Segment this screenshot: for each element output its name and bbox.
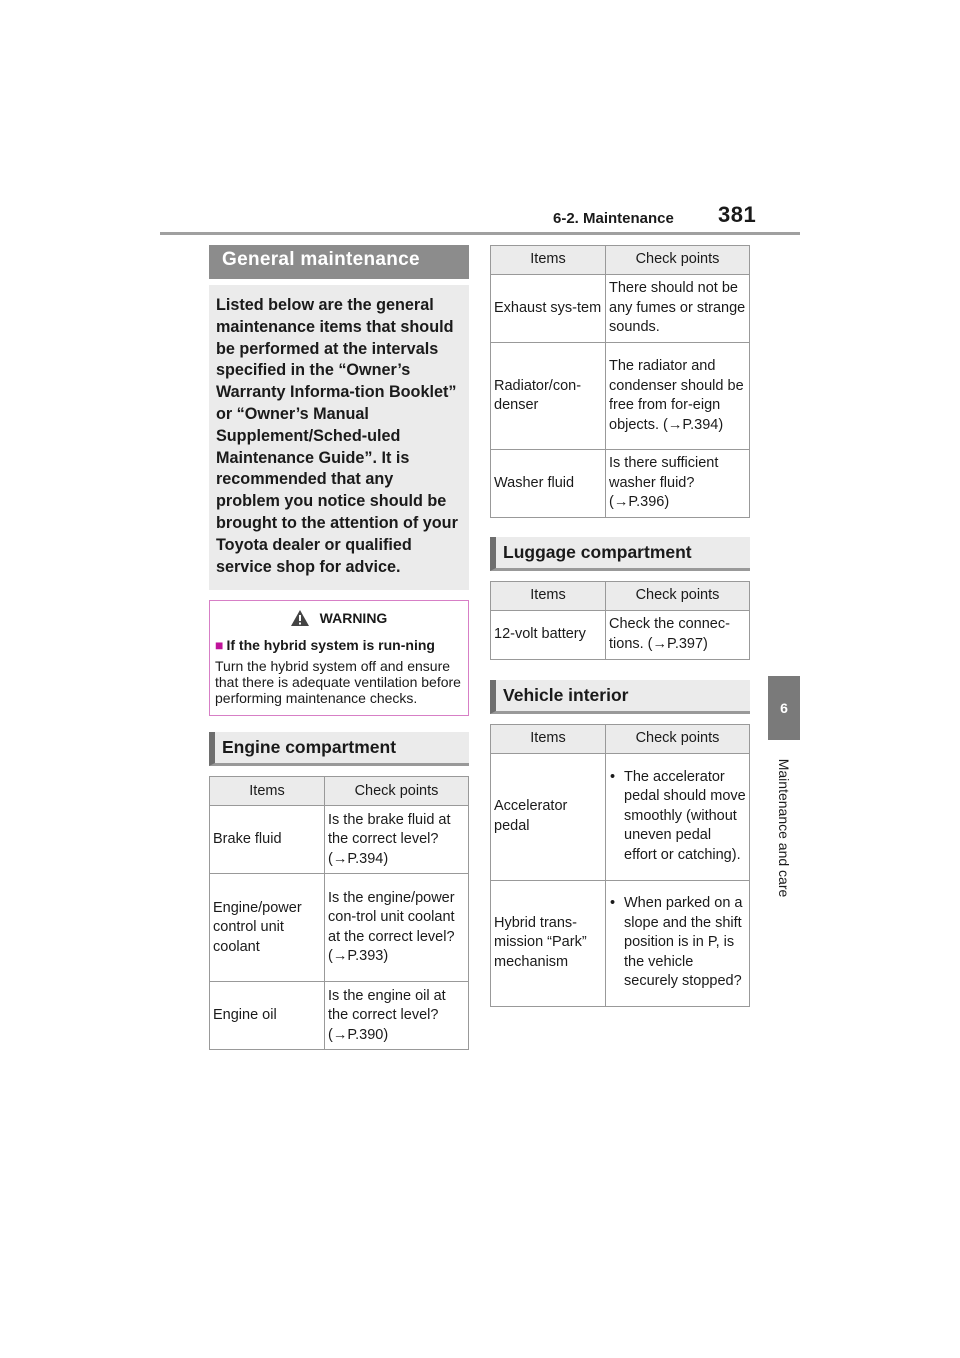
engine-compartment-table <box>209 776 469 1050</box>
check-cell: Is the engine/power con-trol unit coolant at the correct level? (→P.393) <box>325 874 469 982</box>
luggage-compartment-heading: Luggage compartment <box>490 537 750 571</box>
bullet-item: • When parked on a slope and the shift position is in P, is the vehicle securely stopped? <box>609 894 746 992</box>
warning-subheading <box>215 637 462 653</box>
table-header-row <box>210 777 469 806</box>
left-column <box>209 245 469 1050</box>
items-header: Items <box>491 246 606 275</box>
vehicle-interior-heading: Vehicle interior <box>490 680 750 714</box>
item-cell: Engine oil <box>210 982 325 1050</box>
table-row <box>210 982 469 1050</box>
warning-header <box>215 607 462 629</box>
table-header-row <box>491 246 750 275</box>
check-points-header: Check points <box>606 581 750 610</box>
check-cell: Is there sufficient washer fluid? (→P.396) <box>606 450 750 518</box>
warning-triangle-icon <box>290 609 310 627</box>
check-cell <box>606 880 750 1006</box>
general-maintenance-heading: General maintenance <box>209 245 469 279</box>
check-points-header: Check points <box>325 777 469 806</box>
check-cell: The radiator and condenser should be free from for-eign objects. (→P.394) <box>606 343 750 450</box>
check-cell <box>606 753 750 880</box>
check-cell: Check the connec-tions. (→P.397) <box>606 610 750 659</box>
item-cell: Accelerator pedal <box>491 753 606 880</box>
items-header: Items <box>491 724 606 753</box>
vehicle-interior-table <box>490 724 750 1007</box>
table-row <box>491 880 750 1006</box>
items-header: Items <box>491 581 606 610</box>
table-row <box>491 275 750 343</box>
item-cell: Hybrid trans-mission “Park” mechanism <box>491 880 606 1006</box>
item-cell: Exhaust sys-tem <box>491 275 606 343</box>
chapter-tab[interactable]: 6 <box>768 676 800 740</box>
item-cell: Engine/power control unit coolant <box>210 874 325 982</box>
chapter-label: Maintenance and care <box>776 758 792 898</box>
table-row <box>491 343 750 450</box>
page-number: 381 <box>718 202 757 227</box>
luggage-compartment-table <box>490 581 750 660</box>
bullet-item: • The accelerator pedal should move smoothly (without uneven pedal effort or catching). <box>609 768 746 866</box>
table-row <box>491 753 750 880</box>
warning-text: Turn the hybrid system off and ensure that there is adequate ventilation before performing maintenance checks. <box>215 658 461 707</box>
right-column <box>490 245 750 1007</box>
items-header: Items <box>210 777 325 806</box>
item-cell: Radiator/con-denser <box>491 343 606 450</box>
check-cell: There should not be any fumes or strange sounds. <box>606 275 750 343</box>
table-header-row <box>491 724 750 753</box>
check-cell: Is the brake fluid at the correct level? (→P.394) <box>325 806 469 874</box>
check-points-header: Check points <box>606 724 750 753</box>
item-cell: Washer fluid <box>491 450 606 518</box>
general-maintenance-intro: Listed below are the general maintenance items that should be performed at the intervals specified in the “Owner’s Warranty Informa-tion Booklet” or “Owner’s Manual Supplement/Sched-uled Maintenance Guide”. It is recommended that any problem you notice should be brought to the attention of your Toyota dealer or qualified service shop for advice. <box>209 285 469 590</box>
table-row <box>491 450 750 518</box>
check-points-header: Check points <box>606 246 750 275</box>
table-row <box>491 610 750 659</box>
engine-compartment-heading: Engine compartment <box>209 732 469 766</box>
item-cell: 12-volt battery <box>491 610 606 659</box>
section-title: 6-2. Maintenance <box>553 210 674 227</box>
warning-label: WARNING <box>319 610 388 627</box>
table-row <box>210 874 469 982</box>
warning-subheading-text: If the hybrid system is run-ning <box>226 637 435 654</box>
square-bullet-icon: ■ <box>215 637 224 654</box>
item-cell: Brake fluid <box>210 806 325 874</box>
table-header-row <box>491 581 750 610</box>
table-row <box>210 806 469 874</box>
header-rule <box>160 232 800 235</box>
engine-compartment-table-continued <box>490 245 750 518</box>
check-cell: Is the engine oil at the correct level? (→P.390) <box>325 982 469 1050</box>
warning-box <box>209 600 469 716</box>
